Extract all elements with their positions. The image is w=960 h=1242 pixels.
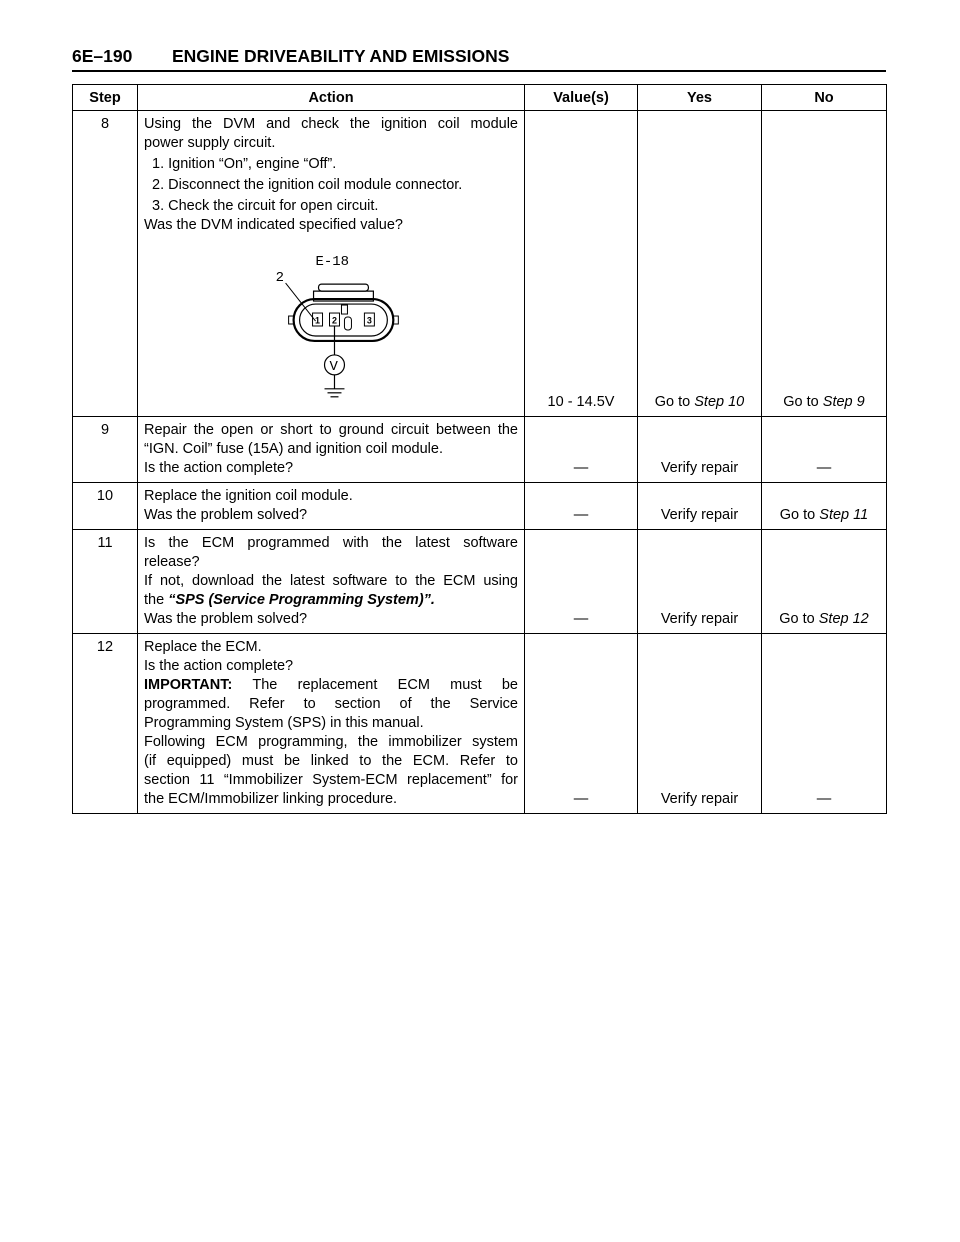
pin-label: 3 bbox=[366, 315, 372, 326]
table-row bbox=[73, 634, 887, 814]
important-label: IMPORTANT: bbox=[144, 677, 233, 693]
action-text: the bbox=[144, 592, 169, 608]
action-question: Was the problem solved? bbox=[144, 611, 308, 627]
important-text: Programming System (SPS) in this manual. bbox=[144, 715, 424, 731]
page-number: 6E–190 bbox=[72, 46, 133, 66]
sps-reference: “SPS (Service Programming System)”. bbox=[168, 592, 435, 608]
column-header-values: Value(s) bbox=[525, 85, 638, 111]
yes-cell: Verify repair bbox=[638, 417, 762, 483]
action-question: Was the DVM indicated specified value? bbox=[144, 217, 403, 233]
note-text: Following ECM programming, the immobilizer system bbox=[144, 734, 518, 750]
action-cell bbox=[138, 111, 525, 417]
action-cell bbox=[138, 417, 525, 483]
yes-text: Go to bbox=[654, 394, 695, 410]
note-text: section 11 “Immobilizer System-ECM replacement” for bbox=[144, 772, 518, 788]
no-text: Go to bbox=[779, 507, 820, 523]
action-question: Was the problem solved? bbox=[144, 507, 308, 523]
connector-label: E-18 bbox=[315, 254, 350, 271]
yes-cell: Verify repair bbox=[638, 634, 762, 814]
action-text: “IGN. Coil” fuse (15A) and ignition coil module. bbox=[144, 441, 443, 457]
value-cell: — bbox=[525, 530, 638, 634]
step-number: 9 bbox=[73, 417, 138, 483]
no-cell bbox=[762, 483, 887, 530]
action-text: Is the ECM programmed with the latest software bbox=[144, 535, 518, 551]
action-cell bbox=[138, 530, 525, 634]
connector-e18-diagram bbox=[144, 237, 518, 412]
action-cell bbox=[138, 634, 525, 814]
no-cell bbox=[762, 111, 887, 417]
step-reference: Step 12 bbox=[818, 611, 869, 627]
table-row bbox=[73, 483, 887, 530]
action-text: If not, download the latest software to the ECM using bbox=[144, 573, 518, 589]
action-text: Repair the open or short to ground circuit between the bbox=[144, 422, 518, 438]
action-text: Replace the ignition coil module. bbox=[144, 488, 353, 504]
action-step-item: 3. Check the circuit for open circuit. bbox=[152, 198, 379, 214]
step-reference: Step 11 bbox=[819, 507, 869, 523]
value-cell: — bbox=[525, 483, 638, 530]
column-header-no: No bbox=[762, 85, 887, 111]
table-row bbox=[73, 417, 887, 483]
column-header-step: Step bbox=[73, 85, 138, 111]
table-row bbox=[73, 530, 887, 634]
value-cell: — bbox=[525, 634, 638, 814]
yes-cell: Verify repair bbox=[638, 530, 762, 634]
action-text: Replace the ECM. bbox=[144, 639, 262, 655]
step-number: 12 bbox=[73, 634, 138, 814]
important-note bbox=[144, 676, 518, 695]
terminal-lock bbox=[341, 305, 347, 314]
table-header-row bbox=[73, 85, 887, 111]
note-text: the ECM/Immobilizer linking procedure. bbox=[144, 791, 398, 807]
page-header bbox=[72, 44, 886, 72]
column-header-action: Action bbox=[138, 85, 525, 111]
diagnostic-procedure-table bbox=[72, 84, 887, 814]
action-question: Is the action complete? bbox=[144, 460, 294, 476]
column-header-yes: Yes bbox=[638, 85, 762, 111]
pin-label: 2 bbox=[331, 315, 337, 326]
latch-slot bbox=[319, 284, 369, 291]
important-text: programmed. Refer to section of the Service bbox=[144, 696, 518, 712]
no-text: Go to bbox=[783, 394, 823, 410]
pin-callout: 2 bbox=[275, 270, 285, 287]
action-text: release? bbox=[144, 554, 200, 570]
step-reference: Step 10 bbox=[694, 394, 745, 410]
no-text: Go to bbox=[779, 611, 819, 627]
note-text: (if equipped) must be linked to the ECM. Refer to bbox=[144, 753, 518, 769]
step-number: 8 bbox=[73, 111, 138, 417]
value-cell: — bbox=[525, 417, 638, 483]
action-text: power supply circuit. bbox=[144, 135, 276, 151]
action-text bbox=[144, 591, 518, 610]
meter-label: V bbox=[329, 358, 338, 375]
no-cell: — bbox=[762, 417, 887, 483]
action-cell bbox=[138, 483, 525, 530]
value-cell: 10 - 14.5V bbox=[525, 111, 638, 417]
step-number: 10 bbox=[73, 483, 138, 530]
section-title: ENGINE DRIVEABILITY AND EMISSIONS bbox=[172, 46, 510, 66]
step-number: 11 bbox=[73, 530, 138, 634]
no-cell bbox=[762, 530, 887, 634]
step-reference: Step 9 bbox=[822, 394, 865, 410]
yes-cell bbox=[638, 111, 762, 417]
yes-cell: Verify repair bbox=[638, 483, 762, 530]
action-step-item: 1. Ignition “On”, engine “Off”. bbox=[152, 156, 337, 172]
terminal-lock bbox=[344, 317, 351, 330]
no-cell: — bbox=[762, 634, 887, 814]
action-text: Using the DVM and check the ignition coil module bbox=[144, 116, 518, 132]
action-step-item: 2. Disconnect the ignition coil module connector. bbox=[152, 177, 463, 193]
pin-label: 1 bbox=[315, 315, 321, 326]
table-row bbox=[73, 111, 887, 417]
important-text: The replacement ECM must be bbox=[232, 677, 518, 693]
action-question: Is the action complete? bbox=[144, 658, 294, 674]
